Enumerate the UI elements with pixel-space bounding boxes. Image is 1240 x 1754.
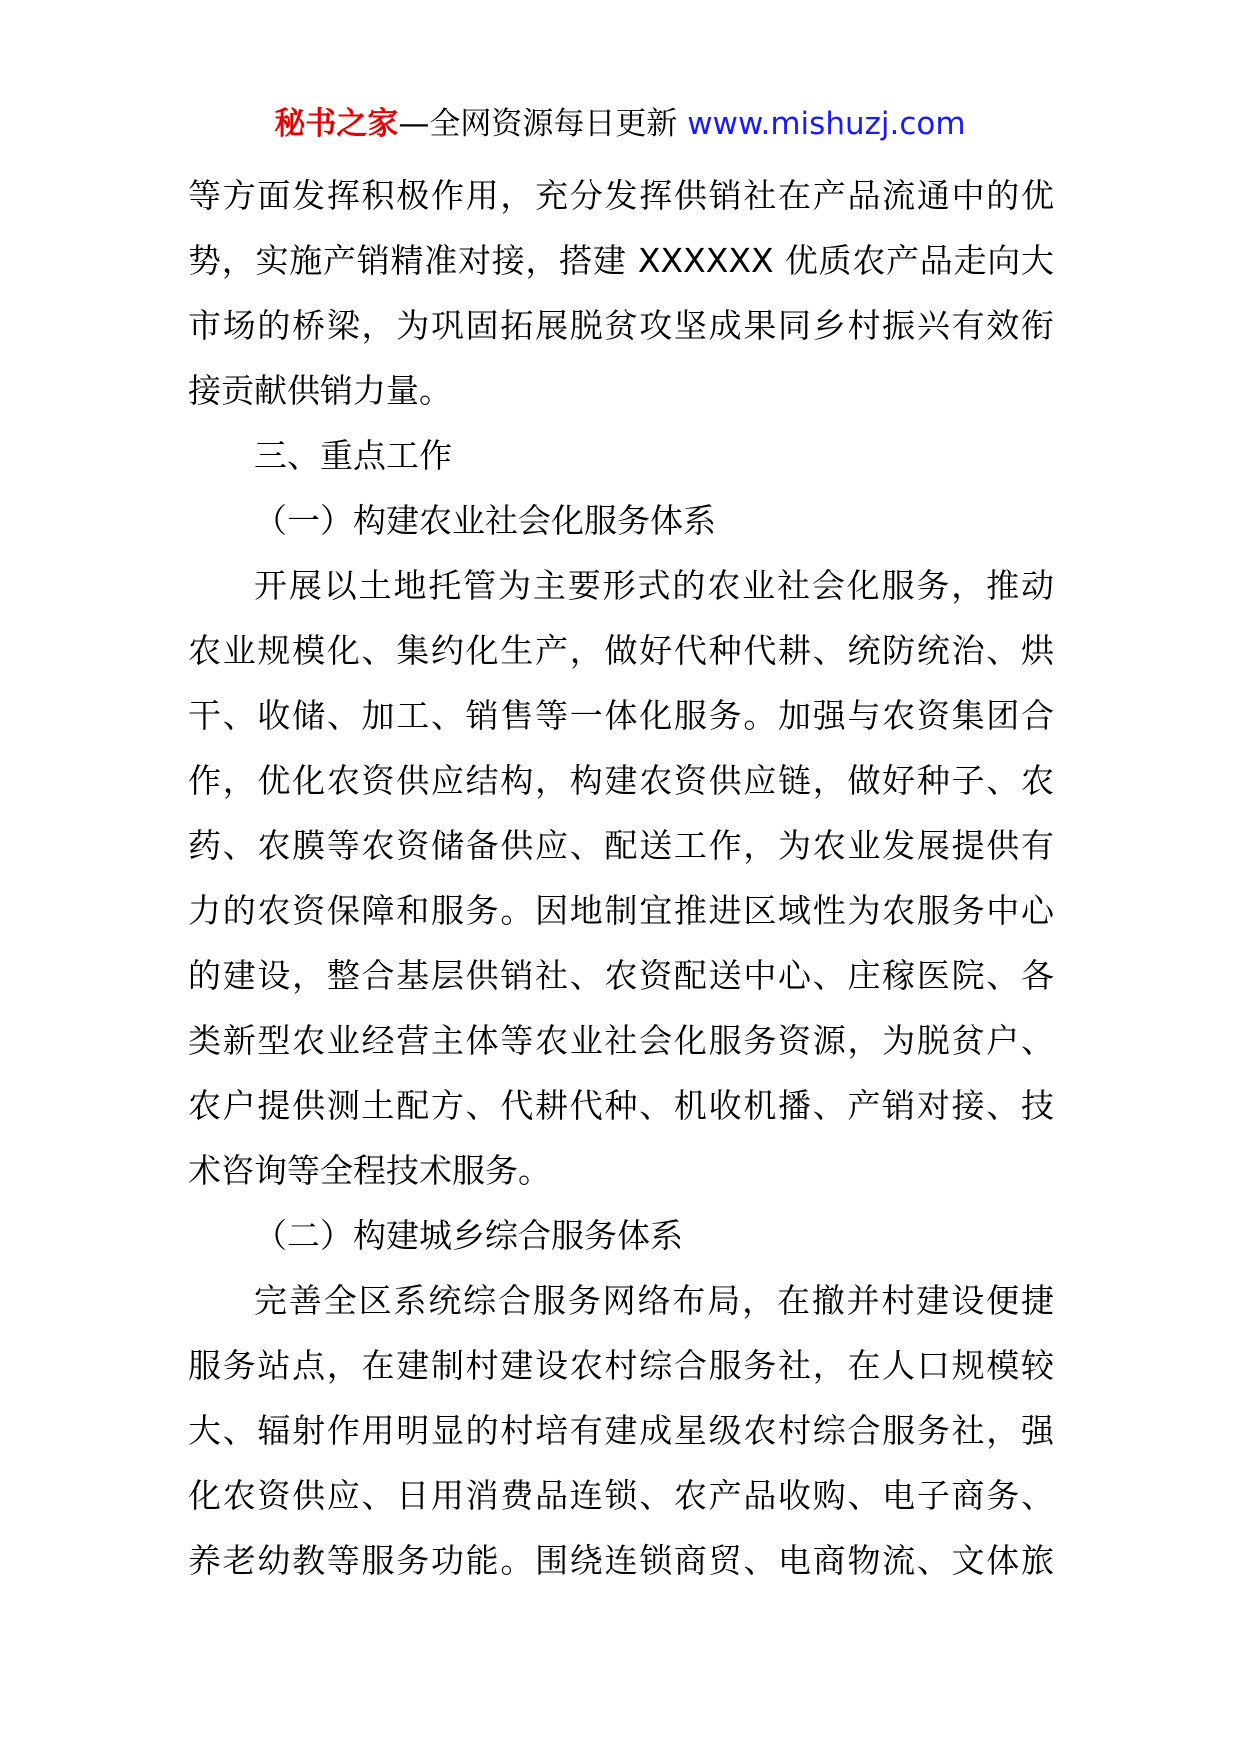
paragraph-line: 养老幼教等服务功能。围绕连锁商贸、电商物流、文体旅	[188, 1541, 1054, 1580]
paragraph-line: 服务站点，在建制村建设农村综合服务社，在人口规模较	[188, 1346, 1054, 1385]
paragraph-line: 市场的桥梁，为巩固拓展脱贫攻坚成果同乡村振兴有效衔	[188, 306, 1054, 345]
section-heading: 三、重点工作	[254, 436, 452, 475]
paragraph-line: 化农资供应、日用消费品连锁、农产品收购、电子商务、	[188, 1476, 1054, 1515]
subsection-heading: （一）构建农业社会化服务体系	[254, 501, 716, 540]
paragraph-line: 完善全区系统综合服务网络布局，在撤并村建设便捷	[254, 1281, 1054, 1320]
paragraph-line: 农业规模化、集约化生产，做好代种代耕、统防统治、烘	[188, 631, 1054, 670]
website-url[interactable]: www.mishuzj.com	[687, 106, 966, 142]
paragraph-line: 干、收储、加工、销售等一体化服务。加强与农资集团合	[188, 696, 1054, 735]
subsection-heading: （二）构建城乡综合服务体系	[254, 1216, 683, 1255]
paragraph-line: 势，实施产销精准对接，搭建 XXXXXX 优质农产品走向大	[188, 241, 1054, 280]
paragraph-line: 接贡献供销力量。	[188, 371, 452, 410]
paragraph-line: 药、农膜等农资储备供应、配送工作，为农业发展提供有	[188, 826, 1054, 865]
paragraph-line: 作，优化农资供应结构，构建农资供应链，做好种子、农	[188, 761, 1054, 800]
paragraph-line: 等方面发挥积极作用，充分发挥供销社在产品流通中的优	[188, 176, 1054, 215]
document-body	[188, 163, 1054, 1593]
header-tagline: —全网资源每日更新	[398, 106, 678, 142]
paragraph-line: 术咨询等全程技术服务。	[188, 1151, 551, 1190]
page-header	[0, 102, 1240, 146]
paragraph-line: 类新型农业经营主体等农业社会化服务资源，为脱贫户、	[188, 1021, 1054, 1060]
paragraph-line: 开展以土地托管为主要形式的农业社会化服务，推动	[254, 566, 1054, 605]
paragraph-line: 的建设，整合基层供销社、农资配送中心、庄稼医院、各	[188, 956, 1054, 995]
brand-name: 秘书之家	[274, 106, 399, 142]
paragraph-line: 大、辐射作用明显的村培有建成星级农村综合服务社，强	[188, 1411, 1054, 1450]
paragraph-line: 农户提供测土配方、代耕代种、机收机播、产销对接、技	[188, 1086, 1054, 1125]
paragraph-line: 力的农资保障和服务。因地制宜推进区域性为农服务中心	[188, 891, 1054, 930]
